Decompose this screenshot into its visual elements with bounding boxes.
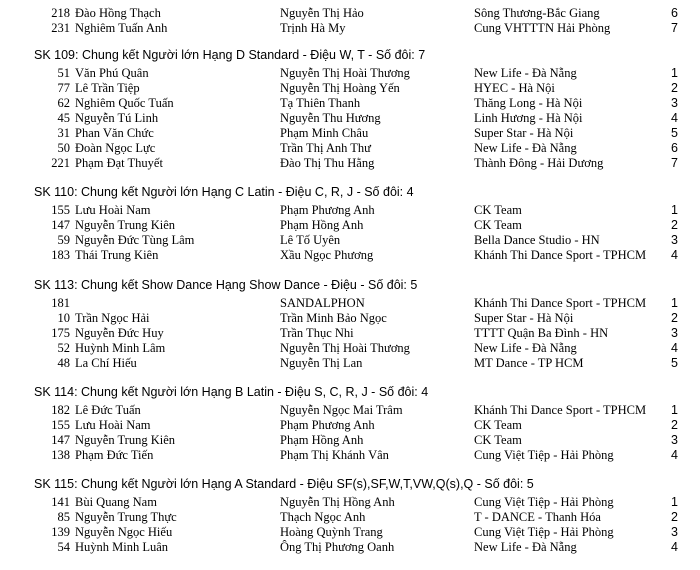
placement: 6 (671, 6, 678, 20)
couple-number: 231 (51, 21, 70, 35)
partner-name: Tạ Thiên Thanh (280, 96, 361, 110)
partner-name: Nguyễn Thị Hảo (280, 6, 364, 20)
placement: 1 (671, 296, 678, 310)
event-heading: SK 115: Chung kết Người lớn Hạng A Standard - Điệu SF(s),SF,W,T,VW,Q(s),Q - Số đôi: 5 (34, 477, 534, 491)
partner-name: Ông Thị Phương Oanh (280, 540, 395, 554)
partner-name: Trần Thị Anh Thư (280, 141, 371, 155)
result-row (0, 296, 700, 311)
placement: 2 (671, 81, 678, 95)
couple-number: 51 (57, 66, 70, 80)
partner-name: Trần Minh Bảo Ngọc (280, 311, 387, 325)
club-name: Sông Thương-Bắc Giang (474, 6, 600, 20)
result-row (0, 218, 700, 233)
couple-number: 182 (51, 403, 70, 417)
result-row (0, 248, 700, 263)
leader-name: Nguyễn Trung Kiên (75, 218, 176, 232)
leader-name: Nguyễn Trung Kiên (75, 433, 176, 447)
leader-name: Nguyễn Đức Huy (75, 326, 164, 340)
partner-name: Đào Thị Thu Hằng (280, 156, 375, 170)
event-heading: SK 113: Chung kết Show Dance Hạng Show Dance - Điệu - Số đôi: 5 (34, 278, 418, 292)
leader-name: Thái Trung Kiên (75, 248, 159, 262)
club-name: New Life - Đà Nẵng (474, 341, 577, 355)
leader-name: La Chí Hiếu (75, 356, 137, 370)
placement: 4 (671, 448, 678, 462)
club-name: Khánh Thi Dance Sport - TPHCM (474, 296, 647, 310)
leader-name: Huỳnh Minh Lâm (75, 341, 166, 355)
club-name: CK Team (474, 418, 522, 432)
couple-number: 138 (51, 448, 70, 462)
club-name: New Life - Đà Nẵng (474, 66, 577, 80)
leader-name: Phạm Đạt Thuyết (75, 156, 163, 170)
couple-number: 52 (57, 341, 70, 355)
placement: 3 (671, 326, 678, 340)
partner-name: Trần Thục Nhi (280, 326, 354, 340)
result-row (0, 525, 700, 540)
partner-name: Nguyễn Thị Lan (280, 356, 363, 370)
placement: 4 (671, 341, 678, 355)
placement: 1 (671, 495, 678, 509)
couple-number: 10 (57, 311, 70, 325)
couple-number: 77 (57, 81, 70, 95)
placement: 1 (671, 203, 678, 217)
leader-name: Lê Trần Tiệp (75, 81, 140, 95)
result-row (0, 21, 700, 36)
placement: 4 (671, 111, 678, 125)
result-row (0, 311, 700, 326)
couple-number: 141 (51, 495, 70, 509)
couple-number: 48 (57, 356, 70, 370)
couple-number: 62 (57, 96, 70, 110)
leader-name: Trần Ngọc Hải (75, 311, 150, 325)
leader-name: Nguyễn Trung Thực (75, 510, 177, 524)
partner-name: Phạm Hồng Anh (280, 433, 364, 447)
partner-name: Xầu Ngọc Phương (280, 248, 374, 262)
couple-number: 147 (51, 433, 70, 447)
club-name: Cung Việt Tiệp - Hải Phòng (474, 525, 614, 539)
couple-number: 155 (51, 203, 70, 217)
placement: 7 (671, 156, 678, 170)
club-name: Super Star - Hà Nội (474, 311, 574, 325)
placement: 1 (671, 403, 678, 417)
placement: 1 (671, 66, 678, 80)
club-name: New Life - Đà Nẵng (474, 540, 577, 554)
partner-name: Nguyễn Thị Hồng Anh (280, 495, 395, 509)
leader-name: Bùi Quang Nam (75, 495, 157, 509)
couple-number: 147 (51, 218, 70, 232)
partner-name: Nguyễn Ngọc Mai Trâm (280, 403, 403, 417)
leader-name: Nghiêm Tuấn Anh (75, 21, 168, 35)
club-name: Cung Việt Tiệp - Hải Phòng (474, 495, 614, 509)
leader-name: Phạm Đức Tiến (75, 448, 154, 462)
event-heading: SK 110: Chung kết Người lớn Hạng C Latin - Điệu C, R, J - Số đôi: 4 (34, 185, 414, 199)
couple-number: 45 (57, 111, 70, 125)
result-row (0, 111, 700, 126)
placement: 3 (671, 233, 678, 247)
result-row (0, 6, 700, 21)
event-heading: SK 109: Chung kết Người lớn Hạng D Standard - Điệu W, T - Số đôi: 7 (34, 48, 426, 62)
leader-name: Phan Văn Chức (75, 126, 154, 140)
result-row (0, 403, 700, 418)
couple-number: 181 (51, 296, 70, 310)
placement: 4 (671, 248, 678, 262)
partner-name: Thạch Ngọc Anh (280, 510, 366, 524)
result-row (0, 141, 700, 156)
club-name: Thăng Long - Hà Nội (474, 96, 583, 110)
club-name: MT Dance - TP HCM (474, 356, 584, 370)
couple-number: 175 (51, 326, 70, 340)
partner-name: Nguyễn Thị Hoài Thương (280, 341, 410, 355)
placement: 3 (671, 525, 678, 539)
leader-name: Lưu Hoài Nam (75, 203, 151, 217)
result-row (0, 96, 700, 111)
partner-name: Nguyễn Thị Hoàng Yến (280, 81, 400, 95)
result-row (0, 326, 700, 341)
result-row (0, 341, 700, 356)
club-name: CK Team (474, 203, 522, 217)
couple-number: 139 (51, 525, 70, 539)
placement: 4 (671, 540, 678, 554)
placement: 2 (671, 311, 678, 325)
club-name: T - DANCE - Thanh Hóa (474, 510, 601, 524)
result-row (0, 203, 700, 218)
placement: 2 (671, 510, 678, 524)
partner-name: Trịnh Hà My (280, 21, 346, 35)
result-row (0, 510, 700, 525)
club-name: Cung Việt Tiệp - Hải Phòng (474, 448, 614, 462)
result-row (0, 356, 700, 371)
leader-name: Nguyễn Đức Tùng Lâm (75, 233, 195, 247)
couple-number: 85 (57, 510, 70, 524)
leader-name: Đào Hồng Thạch (75, 6, 161, 20)
club-name: Thành Đông - Hải Dương (474, 156, 604, 170)
club-name: Bella Dance Studio - HN (474, 233, 600, 247)
couple-number: 59 (57, 233, 70, 247)
partner-name: SANDALPHON (280, 296, 365, 310)
club-name: CK Team (474, 433, 522, 447)
placement: 3 (671, 96, 678, 110)
result-row (0, 66, 700, 81)
partner-name: Nguyễn Thu Hương (280, 111, 381, 125)
partner-name: Phạm Minh Châu (280, 126, 369, 140)
partner-name: Phạm Phương Anh (280, 418, 375, 432)
couple-number: 218 (51, 6, 70, 20)
couple-number: 183 (51, 248, 70, 262)
partner-name: Lê Tố Uyên (280, 233, 341, 247)
club-name: Linh Hương - Hà Nội (474, 111, 583, 125)
couple-number: 155 (51, 418, 70, 432)
result-row (0, 540, 700, 555)
club-name: TTTT Quận Ba Đình - HN (474, 326, 609, 340)
couple-number: 31 (57, 126, 70, 140)
club-name: CK Team (474, 218, 522, 232)
club-name: Cung VHTTTN Hải Phòng (474, 21, 611, 35)
result-row (0, 495, 700, 510)
couple-number: 54 (57, 540, 70, 554)
leader-name: Nguyễn Ngọc Hiếu (75, 525, 173, 539)
placement: 6 (671, 141, 678, 155)
result-row (0, 81, 700, 96)
club-name: Khánh Thi Dance Sport - TPHCM (474, 248, 647, 262)
leader-name: Huỳnh Minh Luân (75, 540, 169, 554)
club-name: HYEC - Hà Nội (474, 81, 555, 95)
leader-name: Lê Đức Tuấn (75, 403, 141, 417)
placement: 3 (671, 433, 678, 447)
couple-number: 221 (51, 156, 70, 170)
partner-name: Phạm Thị Khánh Vân (280, 448, 389, 462)
partner-name: Nguyễn Thị Hoài Thương (280, 66, 410, 80)
result-row (0, 418, 700, 433)
placement: 7 (671, 21, 678, 35)
partner-name: Phạm Hồng Anh (280, 218, 364, 232)
club-name: Super Star - Hà Nội (474, 126, 574, 140)
result-row (0, 233, 700, 248)
leader-name: Nguyễn Tú Linh (75, 111, 159, 125)
result-row (0, 433, 700, 448)
leader-name: Văn Phú Quân (75, 66, 149, 80)
result-row (0, 156, 700, 171)
leader-name: Nghiêm Quốc Tuấn (75, 96, 174, 110)
partner-name: Hoàng Quỳnh Trang (280, 525, 383, 539)
result-row (0, 448, 700, 463)
event-heading: SK 114: Chung kết Người lớn Hạng B Latin - Điệu S, C, R, J - Số đôi: 4 (34, 385, 429, 399)
placement: 5 (671, 126, 678, 140)
club-name: New Life - Đà Nẵng (474, 141, 577, 155)
placement: 2 (671, 418, 678, 432)
partner-name: Phạm Phương Anh (280, 203, 375, 217)
result-row (0, 126, 700, 141)
leader-name: Lưu Hoài Nam (75, 418, 151, 432)
placement: 2 (671, 218, 678, 232)
couple-number: 50 (57, 141, 70, 155)
placement: 5 (671, 356, 678, 370)
club-name: Khánh Thi Dance Sport - TPHCM (474, 403, 647, 417)
leader-name: Đoàn Ngọc Lực (75, 141, 156, 155)
